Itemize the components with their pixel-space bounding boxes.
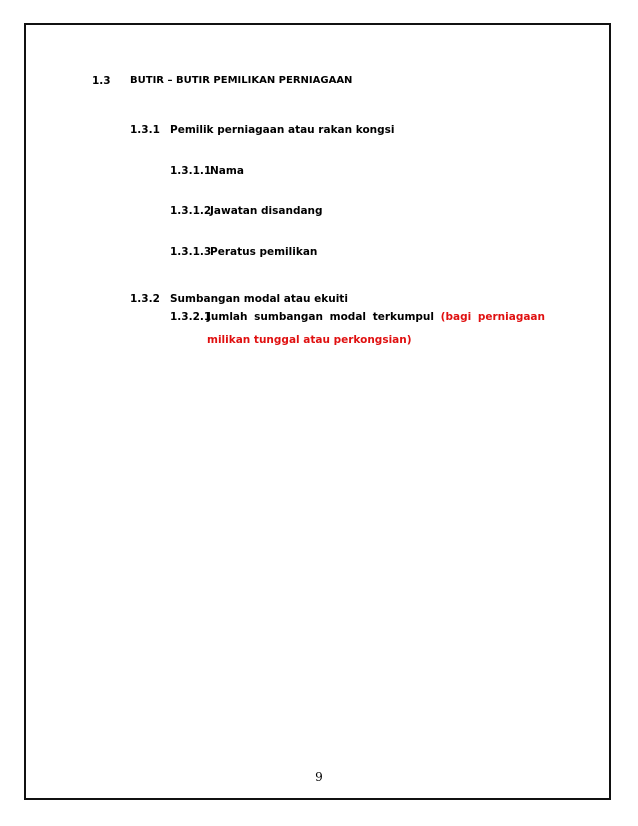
item-number: 1.3.1.1: [170, 165, 212, 177]
subsection-number: 1.3.2: [130, 293, 160, 305]
item-text: Nama: [210, 165, 244, 177]
page-number: 9: [315, 770, 323, 784]
item-number: 1.3.2.1: [170, 311, 212, 323]
item-text: Jawatan disandang: [210, 205, 323, 217]
item-number: 1.3.1.3: [170, 246, 212, 258]
item-word: terkumpul: [372, 311, 434, 323]
subsection-number: 1.3.1: [130, 124, 160, 136]
note-word: (bagi: [440, 311, 472, 323]
page-border: [24, 23, 611, 800]
section-number: 1.3: [92, 75, 111, 87]
item-word: sumbangan: [254, 311, 323, 323]
subsection-title: Sumbangan modal atau ekuiti: [170, 293, 348, 305]
item-number: 1.3.1.2: [170, 205, 212, 217]
item-word: modal: [329, 311, 367, 323]
item-text: Peratus pemilikan: [210, 246, 318, 258]
section-title: BUTIR – BUTIR PEMILIKAN PERNIAGAAN: [130, 75, 353, 86]
item-text-line1: [207, 310, 545, 324]
item-word: Jumlah: [207, 311, 248, 323]
item-note-line2: milikan tunggal atau perkongsian): [207, 334, 412, 346]
subsection-title: Pemilik perniagaan atau rakan kongsi: [170, 124, 395, 136]
note-word: perniagaan: [477, 311, 545, 323]
